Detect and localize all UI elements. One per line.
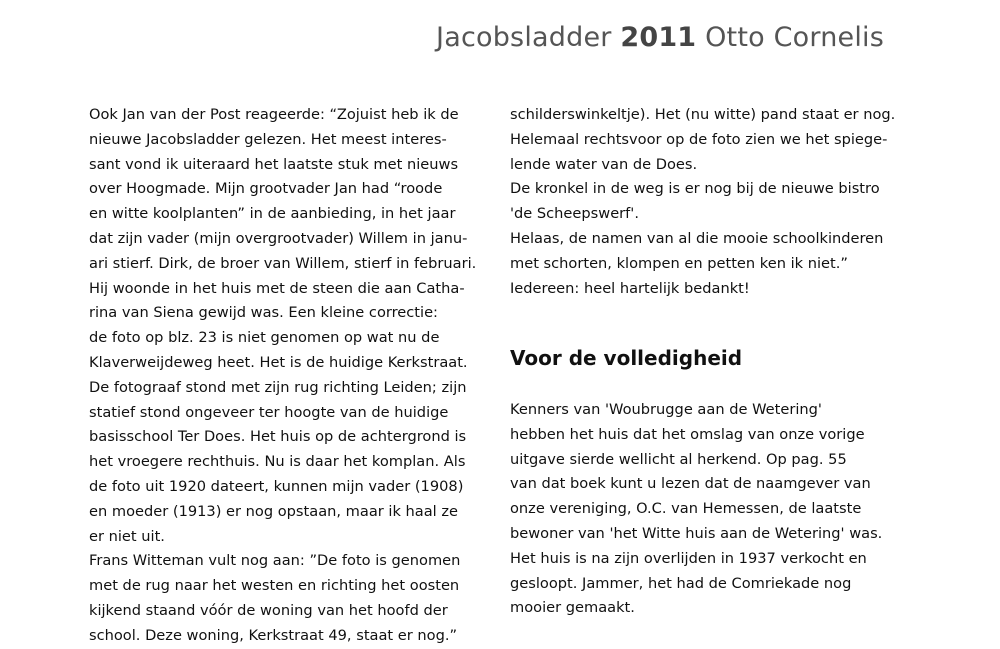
header-title-post: Otto Cornelis [696, 22, 884, 53]
section-heading: Voor de volledigheid [510, 346, 743, 370]
left-column [89, 103, 477, 649]
text-line: de foto op blz. 23 is niet genomen op wat nu de [89, 329, 440, 347]
text-line: ari stierf. Dirk, de broer van Willem, stierf in februari. [89, 254, 477, 272]
text-line: Kenners van 'Woubrugge aan de Wetering' [510, 401, 822, 418]
text-line: gesloopt. Jammer, het had de Comriekade nog [510, 574, 852, 592]
text-line: bewoner van 'het Witte huis aan de Wetering' was. [510, 524, 883, 542]
text-line: statief stond ongeveer ter hoogte van de huidige [89, 403, 449, 421]
header-title-pre: Jacobsladder [436, 22, 621, 53]
text-line: en moeder (1913) er nog opstaan, maar ik haal ze [89, 502, 459, 520]
text-line: dat zijn vader (mijn overgrootvader) Willem in janu- [89, 229, 468, 247]
text-line: 'de Scheepswerf'. [510, 205, 639, 223]
text-line: het vroegere rechthuis. Nu is daar het komplan. Als [89, 453, 466, 471]
text-line: De fotograaf stond met zijn rug richting Leiden; zijn [89, 378, 467, 396]
text-line: kijkend staand vóór de woning van het hoofd der [89, 601, 448, 619]
text-line: van dat boek kunt u lezen dat de naamgever van [510, 475, 871, 493]
text-line: Helemaal rechtsvoor op de foto zien we het spiege- [510, 130, 888, 148]
text-line: hebben het huis dat het omslag van onze vorige [510, 425, 865, 443]
text-line: en witte koolplanten” in de aanbieding, in het jaar [89, 205, 456, 223]
text-line: basisschool Ter Does. Het huis op de achtergrond is [89, 428, 467, 446]
header-year: 2011 [620, 22, 697, 53]
text-line: Klaverweijdeweg heet. Het is de huidige Kerkstraat. [89, 353, 468, 371]
page-header [436, 22, 884, 53]
text-line: met schorten, klompen en petten ken ik niet.” [510, 254, 848, 272]
text-line: rina van Siena gewijd was. Een kleine correctie: [89, 304, 438, 322]
text-line: onze vereniging, O.C. van Hemessen, de laatste [510, 500, 862, 518]
right-column-bottom [510, 398, 905, 621]
text-line: met de rug naar het westen en richting het oosten [89, 577, 460, 595]
text-line: uitgave sierde wellicht al herkend. Op pag. 55 [510, 450, 847, 468]
text-line: school. Deze woning, Kerkstraat 49, staat er nog.” [89, 626, 458, 644]
text-line: schilderswinkeltje). Het (nu witte) pand staat er nog. [510, 106, 896, 123]
text-line: De kronkel in de weg is er nog bij de nieuwe bistro [510, 180, 880, 198]
text-line: over Hoogmade. Mijn grootvader Jan had “roode [89, 180, 443, 198]
text-line: lende water van de Does. [510, 155, 698, 173]
text-line: Hij woonde in het huis met de steen die aan Catha- [89, 279, 465, 297]
text-line: de foto uit 1920 dateert, kunnen mijn vader (1908) [89, 477, 464, 495]
text-line: Ook Jan van der Post reageerde: “Zojuist heb ik de [89, 106, 459, 123]
text-line: Iedereen: heel hartelijk bedankt! [510, 279, 750, 297]
text-line: Frans Witteman vult nog aan: ”De foto is genomen [89, 552, 461, 570]
text-line: Helaas, de namen van al die mooie schoolkinderen [510, 229, 884, 247]
text-line: sant vond ik uiteraard het laatste stuk met nieuws [89, 155, 459, 173]
text-line: nieuwe Jacobsladder gelezen. Het meest interes- [89, 130, 447, 148]
right-column-top [510, 103, 905, 301]
text-line: Het huis is na zijn overlijden in 1937 verkocht en [510, 549, 867, 567]
text-line: er niet uit. [89, 527, 165, 545]
text-line: mooier gemaakt. [510, 599, 635, 617]
